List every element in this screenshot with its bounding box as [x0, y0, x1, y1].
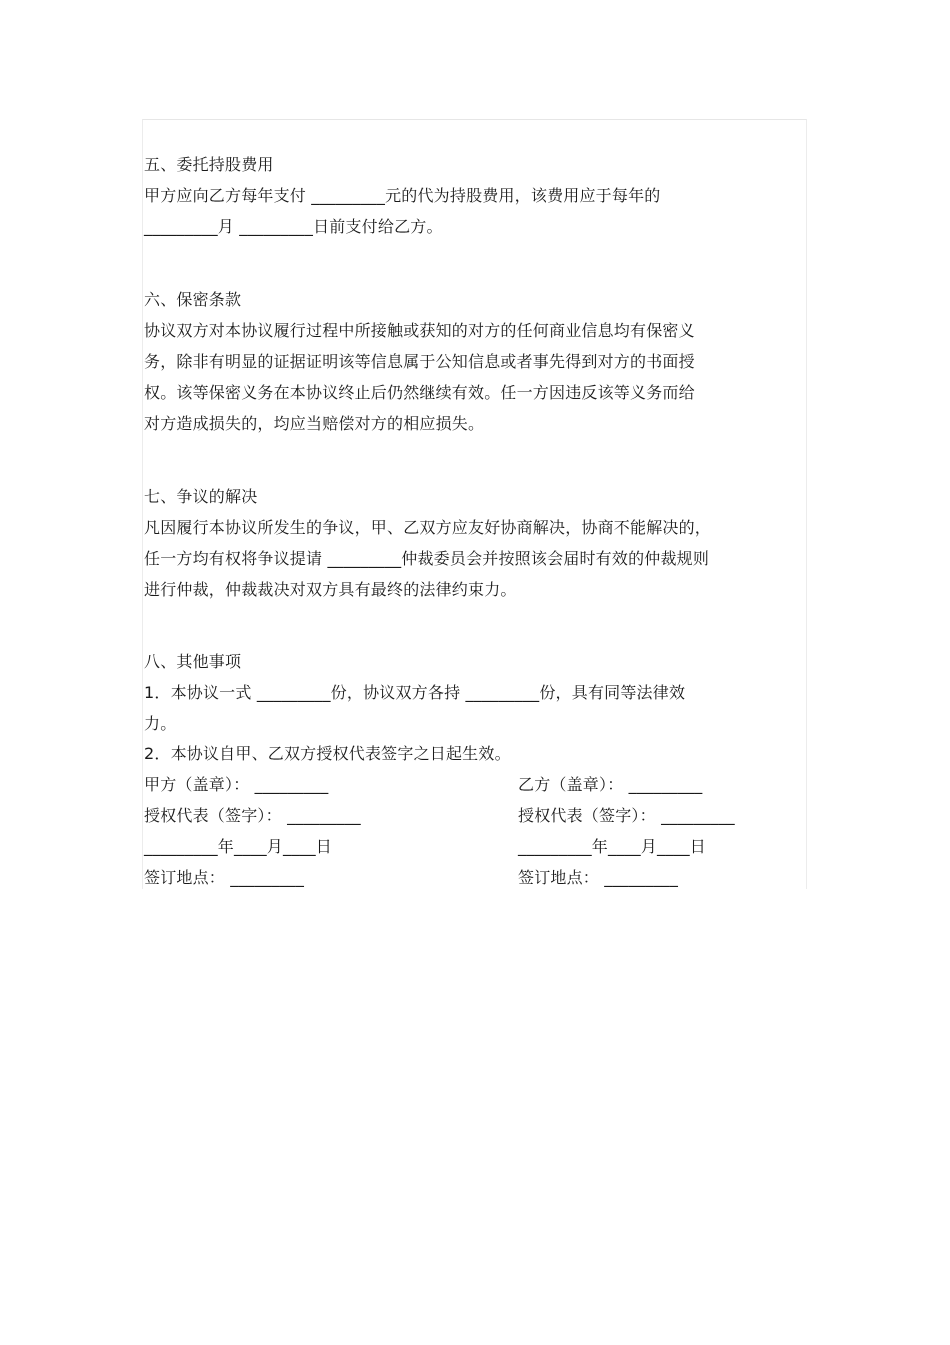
party-a-date: _________年____月____日	[144, 837, 333, 856]
section5-line-2: _________月 _________日前支付给乙方。	[144, 217, 443, 236]
section7-line-1: 凡因履行本协议所发生的争议，甲、乙双方应友好协商解决，协商不能解决的，	[144, 518, 712, 537]
party-b-rep: 授权代表（签字）： _________	[518, 806, 735, 825]
party-a-place: 签订地点： _________	[144, 868, 305, 887]
section8-line-3: 2．本协议自甲、乙双方授权代表签字之日起生效。	[144, 744, 511, 763]
section8-line-1: 1．本协议一式 _________份，协议双方各持 _________份，具有同等法律效	[144, 683, 686, 702]
party-a-rep: 授权代表（签字）： _________	[144, 806, 361, 825]
section6-heading: 六、保密条款	[144, 290, 242, 309]
section5-line-1: 甲方应向乙方每年支付 _________元的代为持股费用，该费用应于每年的	[144, 186, 661, 205]
section8-line-2: 力。	[144, 714, 177, 733]
section6-line-3: 权。该等保密义务在本协议终止后仍然继续有效。任一方因违反该等义务而给	[144, 383, 695, 402]
section5-heading: 五、委托持股费用	[144, 155, 274, 174]
section8-heading: 八、其他事项	[144, 652, 242, 671]
section6-line-2: 务，除非有明显的证据证明该等信息属于公知信息或者事先得到对方的书面授	[144, 352, 695, 371]
section7-line-3: 进行仲裁，仲裁裁决对双方具有最终的法律约束力。	[144, 580, 517, 599]
section6-line-1: 协议双方对本协议履行过程中所接触或获知的对方的任何商业信息均有保密义	[144, 321, 695, 340]
party-b-seal: 乙方（盖章）： _________	[518, 775, 703, 794]
party-a-seal: 甲方（盖章）： _________	[144, 775, 329, 794]
party-b-place: 签订地点： _________	[518, 868, 679, 887]
section7-line-2: 任一方均有权将争议提请 _________仲裁委员会并按照该会届时有效的仲裁规则	[144, 549, 710, 568]
section7-heading: 七、争议的解决	[144, 487, 258, 506]
party-b-date: _________年____月____日	[518, 837, 707, 856]
section6-line-4: 对方造成损失的，均应当赔偿对方的相应损失。	[144, 414, 485, 433]
